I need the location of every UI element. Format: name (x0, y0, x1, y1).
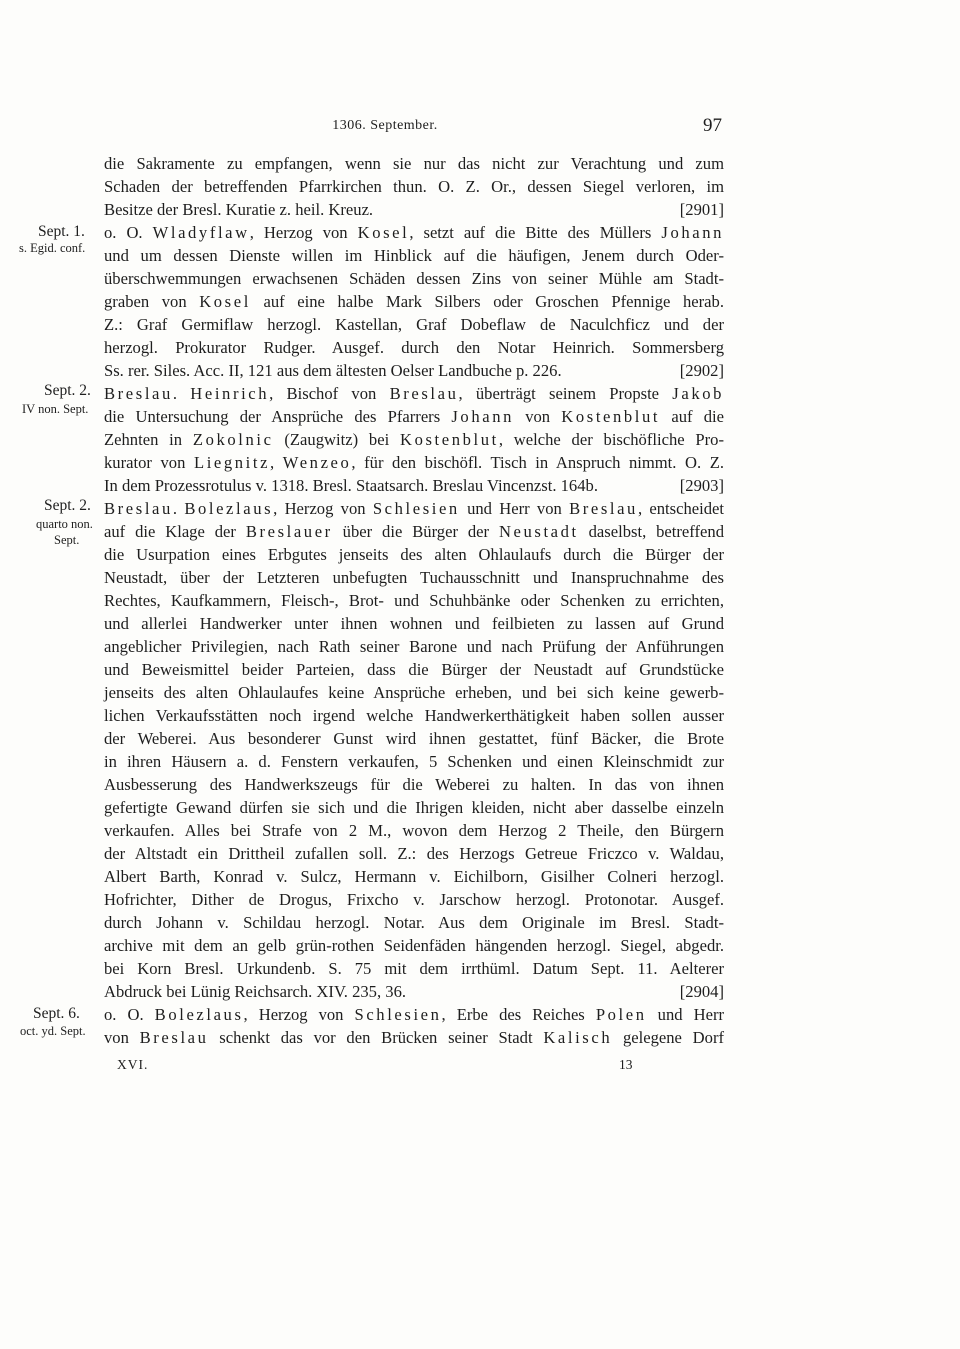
text-line (104, 267, 724, 290)
text-line (104, 566, 724, 589)
line-text: Breslau. Bolezlaus, Herzog von Schlesien und Herr von Breslau, entscheidet (104, 499, 725, 518)
spaced-name: Schlesien (354, 1005, 442, 1024)
text-line (104, 819, 724, 842)
document-number: [2902] (679, 361, 724, 380)
line-text: Rechtes, Kaufkammern, Fleisch-, Brot- und Schuhbänke oder Schenken zu errichten, (104, 591, 724, 610)
line-text: und allerlei Handwerker unter ihnen wohnen und feilbieten zu lassen auf Grund (104, 614, 724, 633)
line-text: von Breslau schenkt das vor den Brücken seiner Stadt Kalisch gelegene Dorf (104, 1028, 724, 1047)
line-text: Neustadt, über der Letzteren unbefugten Tuchausschnitt und Inanspruchnahme des (104, 568, 724, 587)
line-text: angeblicher Privilegien, nach Rath seiner Barone und nach Prüfung der Anführungen (104, 637, 724, 656)
line-text: Z.: Graf Germiflaw herzogl. Kastellan, Graf Dobeflaw de Naculchficz und der (104, 315, 724, 334)
margin-date: Sept. 2. (44, 382, 91, 399)
page-number: 97 (703, 115, 722, 136)
spaced-name: Wenzeo (282, 453, 352, 472)
text-line (104, 1026, 724, 1049)
spaced-name: Breslau (389, 384, 459, 403)
text-line (104, 290, 724, 313)
text-line (104, 1003, 724, 1026)
signature-number: 13 (619, 1057, 633, 1072)
line-text: Albert Barth, Konrad v. Sulcz, Hermann v. Eichilborn, Gisilher Colneri herzogl. (104, 867, 724, 886)
text-line (104, 175, 724, 198)
line-text: der Altstadt ein Drittheil zufallen soll. Z.: des Herzogs Getreue Friczco v. Waldau, (104, 844, 724, 863)
signature-mark: XVI. (117, 1057, 149, 1072)
text-line (104, 681, 724, 704)
running-head-title: 1306. September. (332, 118, 438, 133)
line-text: Ss. rer. Siles. Acc. II, 121 aus dem ältesten Oelser Landbuche p. 226. (104, 361, 562, 380)
line-text: lichen Verkaufsstätten noch irgend welche Handwerkerthätigkeit haben sollen ausser (104, 706, 724, 725)
text-line (104, 221, 724, 244)
spaced-name: Liegnitz (193, 453, 271, 472)
text-line (104, 543, 724, 566)
page-footer (104, 1057, 664, 1077)
line-text: Hofrichter, Dither de Drogus, Frixcho v. Jarschow herzogl. Protonotar. Ausgef. (104, 890, 724, 909)
text-line (104, 980, 724, 1003)
text-line (104, 359, 724, 382)
line-text: in ihren Häusern a. d. Fenstern verkaufen, 5 Schenken und einen Kleinschmidt zur (104, 752, 724, 771)
text-line (104, 704, 724, 727)
document-number: [2904] (679, 982, 724, 1001)
text-line (104, 612, 724, 635)
margin-date: Sept. 1. (38, 223, 85, 240)
text-line (104, 750, 724, 773)
text-line (104, 957, 724, 980)
line-text: Abdruck bei Lünig Reichsarch. XIV. 235, 36. (104, 982, 407, 1001)
line-text: Zehnten in Zokolnic (Zaugwitz) bei Kostenblut, welche der bischöfliche Pro- (104, 430, 725, 449)
spaced-name: Johann (661, 223, 725, 242)
text-line (104, 198, 724, 221)
text-line (104, 911, 724, 934)
line-text: Schaden der betreffenden Pfarrkirchen thun. O. Z. Or., dessen Siegel verloren, im (104, 177, 724, 196)
line-text: bei Korn Bresl. Urkundenb. S. 75 mit dem irrthüml. Datum Sept. 11. Aelterer (104, 959, 724, 978)
line-text: die Usurpation eines Erbgutes jenseits des alten Ohlaulaufs durch die Bürger der (104, 545, 724, 564)
spaced-name: Schlesien (372, 499, 460, 518)
margin-date: quarto non. (36, 517, 93, 531)
line-text: o. O. Bolezlaus, Herzog von Schlesien, Erbe des Reiches Polen und Herr (104, 1005, 724, 1024)
line-text: herzogl. Prokurator Rudger. Ausgef. durch den Notar Heinrich. Sommersberg (104, 338, 724, 357)
text-line (104, 405, 724, 428)
line-text: und um dessen Dienste willen im Hinblick auf die häufigen, Jenem durch Oder- (104, 246, 724, 265)
margin-date: Sept. 6. (33, 1005, 80, 1022)
spaced-name: Kostenblut (561, 407, 661, 426)
margin-date: IV non. Sept. (22, 402, 89, 416)
text-line (104, 152, 724, 175)
text-line (104, 865, 724, 888)
spaced-name: Kalisch (543, 1028, 613, 1047)
line-text: und Beweismittel beider Parteien, dass die Bürger der Neustadt auf Grundstücke (104, 660, 724, 679)
margin-date: oct. yd. Sept. (20, 1024, 86, 1038)
text-line (104, 589, 724, 612)
text-line (104, 497, 724, 520)
text-line (104, 635, 724, 658)
text-line (104, 313, 724, 336)
running-head (0, 115, 960, 140)
spaced-name: Breslau (104, 499, 173, 518)
spaced-name: Polen (595, 1005, 647, 1024)
line-text: auf die Klage der Breslauer über die Bürger der Neustadt daselbst, betreffend (104, 522, 725, 541)
spaced-name: Kosel (199, 292, 251, 311)
text-line (104, 451, 724, 474)
line-text: In dem Prozessrotulus v. 1318. Bresl. Staatsarch. Breslau Vincenzst. 164b. (104, 476, 598, 495)
spaced-name: Wladyflaw (152, 223, 250, 242)
text-line (104, 773, 724, 796)
line-text: jenseits des alten Ohlaulaufes keine Ansprüche erheben, und bei sich keine gewerb- (104, 683, 724, 702)
margin-date: Sept. (54, 533, 80, 547)
line-text: archive mit dem an gelb grün-rothen Seidenfäden hängenden herzogl. Siegel, abgedr. (104, 936, 724, 955)
text-line (104, 520, 724, 543)
spaced-name: Johann (451, 407, 514, 426)
spaced-name: Breslau (104, 384, 173, 403)
spaced-name: Heinrich (190, 384, 270, 403)
text-line (104, 727, 724, 750)
document-number: [2903] (679, 476, 724, 495)
text-line (104, 428, 724, 451)
spaced-name: Breslau (569, 499, 638, 518)
margin-date: s. Egid. conf. (19, 241, 86, 255)
line-text: graben von Kosel auf eine halbe Mark Silbers oder Groschen Pfennige herab. (104, 292, 724, 311)
spaced-name: Zokolnic (192, 430, 274, 449)
line-text: überschwemmungen erwachsenen Schäden dessen Zins von seiner Mühle am Stadt- (104, 269, 724, 288)
text-line (104, 474, 724, 497)
text-line (104, 842, 724, 865)
text-line (104, 336, 724, 359)
line-text: kurator von Liegnitz, Wenzeo, für den bischöfl. Tisch in Anspruch nimmt. O. Z. (104, 453, 725, 472)
text-line (104, 658, 724, 681)
line-text: durch Johann v. Schildau herzogl. Notar. Aus dem Originale im Bresl. Stadt- (104, 913, 724, 932)
text-line (104, 934, 724, 957)
line-text: der Weberei. Aus besonderer Gunst wird ihnen gestattet, fünf Bäcker, die Brote (104, 729, 724, 748)
line-text: Ausbesserung des Handwerkszeugs für die Weberei zu halten. In das von ihnen (104, 775, 724, 794)
spaced-name: Breslau (139, 1028, 209, 1047)
text-line (104, 796, 724, 819)
spaced-name: Jakob (672, 384, 725, 403)
text-line (104, 382, 724, 405)
spaced-name: Breslauer (245, 522, 333, 541)
spaced-name: Kosel (357, 223, 410, 242)
line-text: Breslau. Heinrich, Bischof von Breslau, überträgt seinem Propste Jakob (104, 384, 725, 403)
text-line (104, 888, 724, 911)
spaced-name: Neustadt (498, 522, 579, 541)
line-text: die Sakramente zu empfangen, wenn sie nur das nicht zur Verachtung und zum (104, 154, 724, 173)
spaced-name: Bolezlaus (184, 499, 274, 518)
spaced-name: Bolezlaus (154, 1005, 244, 1024)
document-number: [2901] (679, 200, 724, 219)
line-text: die Untersuchung der Ansprüche des Pfarrers Johann von Kostenblut auf die (104, 407, 724, 426)
line-text: Besitze der Bresl. Kuratie z. heil. Kreuz. (104, 200, 374, 219)
line-text: verkaufen. Alles bei Strafe von 2 M., wovon dem Herzog 2 Theile, den Bürgern (104, 821, 724, 840)
line-text: o. O. Wladyflaw, Herzog von Kosel, setzt auf die Bitte des Müllers Johann (104, 223, 725, 242)
margin-date: Sept. 2. (44, 497, 91, 514)
line-text: gefertigte Gewand dürfen sie sich und die Ihrigen kleiden, nicht aber dasselbe einzeln (104, 798, 724, 817)
spaced-name: Kostenblut (399, 430, 499, 449)
text-line (104, 244, 724, 267)
